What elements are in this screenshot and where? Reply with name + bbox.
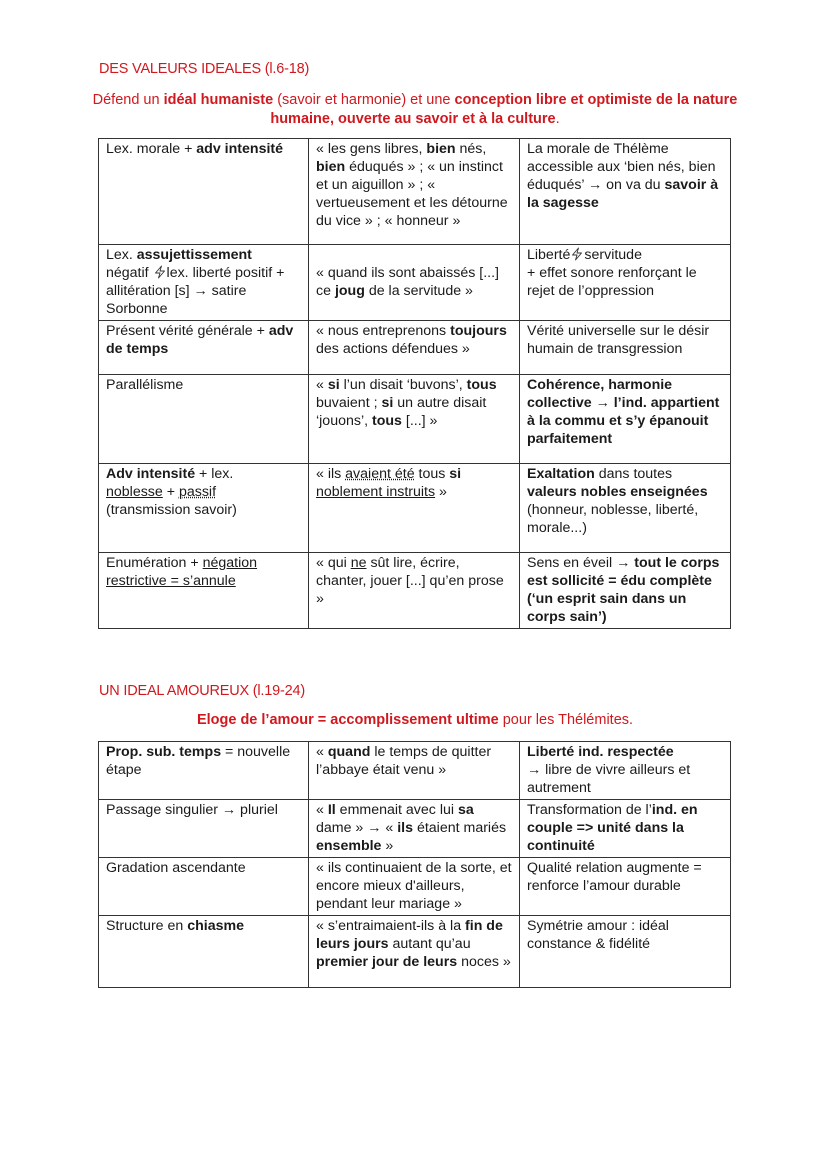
interpretation-cell bbox=[520, 464, 731, 553]
analysis-table-valeurs bbox=[98, 138, 731, 629]
cell-bold: assujettissement bbox=[136, 247, 252, 263]
analysis-table-amoureux bbox=[98, 741, 731, 988]
citation-cell bbox=[309, 553, 520, 629]
cell-dotted: avaient été bbox=[345, 466, 415, 482]
cell-text: Enumération + bbox=[106, 555, 203, 571]
citation-cell bbox=[309, 742, 520, 800]
cell-bold: Adv intensité bbox=[106, 466, 196, 482]
cell-bold: si bbox=[381, 395, 394, 411]
cell-text: nés, bbox=[455, 141, 487, 157]
cell-text: Transformation de l’ bbox=[527, 802, 652, 818]
citation-cell bbox=[309, 800, 520, 858]
cell-bold: Il bbox=[327, 802, 336, 818]
citation-cell bbox=[309, 916, 520, 988]
interpretation-cell bbox=[520, 553, 731, 629]
cell-text: autant qu’au bbox=[388, 936, 471, 952]
citation-cell bbox=[309, 139, 520, 245]
cell-bold: fin de leurs jours bbox=[316, 918, 503, 952]
cell-text: « ils bbox=[316, 466, 346, 482]
cell-text: Liberté bbox=[527, 247, 571, 263]
interpretation-cell bbox=[520, 800, 731, 858]
cell-bold: chiasme bbox=[187, 918, 245, 934]
cell-text: négatif bbox=[106, 265, 153, 281]
cell-text: buvaient ; bbox=[316, 395, 382, 411]
section-summary-amoureux bbox=[92, 711, 738, 730]
table-row bbox=[99, 321, 731, 375]
interpretation-cell bbox=[520, 139, 731, 245]
cell-text: Passage singulier → pluriel bbox=[106, 802, 278, 818]
section-title-valeurs: DES VALEURS IDEALES (l.6-18) bbox=[99, 61, 310, 77]
procede-cell bbox=[99, 245, 309, 321]
cell-text: Lex. morale + bbox=[106, 141, 197, 157]
procede-cell bbox=[99, 800, 309, 858]
cell-bold: si bbox=[327, 377, 340, 393]
cell-text: Structure en bbox=[106, 918, 188, 934]
cell-text: » bbox=[435, 484, 447, 500]
cell-text: « s’entraimaient-ils à la bbox=[316, 918, 466, 934]
summary-bold: idéal humaniste bbox=[163, 92, 274, 108]
table-row bbox=[99, 858, 731, 916]
cell-underlined: ne bbox=[350, 555, 367, 571]
table-row bbox=[99, 916, 731, 988]
cell-bold: tout le corps est sollicité = édu complète (‘un esprit sain dans un corps sain’) bbox=[527, 555, 720, 625]
citation-cell bbox=[309, 858, 520, 916]
cell-text: Parallélisme bbox=[106, 377, 184, 393]
cell-bold: adv de temps bbox=[106, 323, 294, 357]
citation-cell bbox=[309, 464, 520, 553]
cell-underlined: noblesse bbox=[106, 484, 163, 500]
cell-bold: savoir à la sagesse bbox=[527, 177, 719, 211]
table-row bbox=[99, 800, 731, 858]
cell-bold: adv intensité bbox=[196, 141, 284, 157]
cell-text: éduqués » ; « un instinct et un aiguillon » ; « vertueusement et les détourne du vice » ; « honneur » bbox=[316, 159, 508, 229]
cell-dotted: passif bbox=[178, 484, 217, 500]
interpretation-cell bbox=[520, 916, 731, 988]
cell-underlined: noblement instruits bbox=[316, 484, 436, 500]
procede-cell bbox=[99, 858, 309, 916]
cell-bold: premier jour de leurs bbox=[316, 954, 458, 970]
cell-text: « nous entreprenons bbox=[316, 323, 451, 339]
cell-text: tous bbox=[414, 466, 450, 482]
cell-underlined: négation bbox=[202, 555, 258, 571]
procede-cell bbox=[99, 464, 309, 553]
cell-text: un autre disait ‘jouons’, bbox=[316, 395, 487, 429]
table-row bbox=[99, 464, 731, 553]
procede-cell bbox=[99, 139, 309, 245]
cell-text: sût lire, écrire, chanter, jouer [...] qu’en prose » bbox=[316, 555, 504, 607]
cell-text: « quand ils sont abaissés [...] ce bbox=[316, 265, 499, 299]
summary-text: Défend un bbox=[92, 92, 164, 108]
cell-bold: ind. en couple => unité dans la continuité bbox=[527, 802, 698, 854]
cell-text: (transmission savoir) bbox=[106, 502, 237, 518]
procede-cell bbox=[99, 375, 309, 464]
cell-bold: quand bbox=[327, 744, 371, 760]
cell-text: La morale de Thélème accessible aux ‘bien nés, bien éduqués’ → on va du bbox=[527, 141, 716, 193]
cell-text: « bbox=[316, 377, 328, 393]
cell-bold: Exaltation bbox=[527, 466, 595, 482]
interpretation-cell bbox=[520, 742, 731, 800]
cell-bold: si bbox=[449, 466, 462, 482]
procede-cell bbox=[99, 321, 309, 375]
cell-text: des actions défendues » bbox=[316, 341, 470, 357]
procede-cell bbox=[99, 916, 309, 988]
cell-text: « bbox=[316, 744, 328, 760]
cell-text: Symétrie amour : idéal constance & fidélité bbox=[527, 918, 669, 952]
table-row bbox=[99, 139, 731, 245]
interpretation-cell bbox=[520, 245, 731, 321]
cell-text: Présent vérité générale + bbox=[106, 323, 269, 339]
cell-text: Vérité universelle sur le désir humain de transgression bbox=[527, 323, 710, 357]
cell-text: « qui bbox=[316, 555, 351, 571]
cell-text: + effet sonore renforçant le rejet de l’oppression bbox=[527, 265, 697, 299]
cell-text: étaient mariés bbox=[413, 820, 507, 836]
summary-text: . bbox=[555, 111, 560, 127]
cell-text: « les gens libres, bbox=[316, 141, 427, 157]
cell-text: « bbox=[316, 802, 328, 818]
cell-text: emmenait avec lui bbox=[335, 802, 458, 818]
cell-text: Gradation ascendante bbox=[106, 860, 246, 876]
summary-text: pour les Thélémites. bbox=[498, 712, 634, 728]
cell-text: noces » bbox=[457, 954, 511, 970]
cell-bold: ils bbox=[397, 820, 414, 836]
table-row bbox=[99, 245, 731, 321]
table-row bbox=[99, 742, 731, 800]
cell-bold: tous bbox=[372, 413, 402, 429]
cell-text: → libre de vivre ailleurs et autrement bbox=[527, 762, 691, 796]
cell-text: + bbox=[162, 484, 179, 500]
table-row bbox=[99, 553, 731, 629]
cell-bold: sa bbox=[457, 802, 474, 818]
cell-text: Lex. bbox=[106, 247, 137, 263]
cell-text: lex. liberté positif + allitération [s] → satire Sorbonne bbox=[106, 265, 285, 317]
cell-bold: bien bbox=[426, 141, 456, 157]
cell-bold: joug bbox=[334, 283, 365, 299]
citation-cell bbox=[309, 375, 520, 464]
section-summary-valeurs bbox=[92, 91, 738, 129]
summary-bold: conception libre et optimiste de la nature humaine, ouverte au savoir et à la culture bbox=[270, 92, 738, 127]
summary-text: (savoir et harmonie) et une bbox=[273, 92, 455, 108]
cell-text: (honneur, noblesse, liberté, morale...) bbox=[527, 502, 699, 536]
cell-text: = nouvelle étape bbox=[106, 744, 291, 778]
cell-bold: valeurs nobles enseignées bbox=[527, 484, 708, 500]
cell-bold: ensemble bbox=[316, 838, 382, 854]
cell-text: « ils continuaient de la sorte, et encore mieux d'ailleurs, pendant leur mariage » bbox=[316, 860, 512, 912]
procede-cell bbox=[99, 742, 309, 800]
procede-cell bbox=[99, 553, 309, 629]
cell-text: » bbox=[381, 838, 394, 854]
cell-bold: toujours bbox=[450, 323, 507, 339]
interpretation-cell bbox=[520, 321, 731, 375]
lightning-icon bbox=[153, 265, 167, 279]
cell-text: Sens en éveil → bbox=[527, 555, 635, 571]
cell-text: le temps de quitter l’abbaye était venu » bbox=[316, 744, 492, 778]
lightning-icon bbox=[570, 247, 584, 261]
cell-text: servitude bbox=[584, 247, 642, 263]
cell-text: l’un disait ‘buvons’, bbox=[339, 377, 467, 393]
cell-bold: Liberté ind. respectée bbox=[527, 744, 674, 760]
cell-text: [...] » bbox=[401, 413, 438, 429]
citation-cell bbox=[309, 321, 520, 375]
cell-text: dame » → « bbox=[316, 820, 398, 836]
cell-bold: Prop. sub. temps bbox=[106, 744, 222, 760]
interpretation-cell bbox=[520, 858, 731, 916]
cell-text: dans toutes bbox=[594, 466, 673, 482]
table-row bbox=[99, 375, 731, 464]
summary-bold: Eloge de l’amour = accomplissement ultime bbox=[196, 712, 499, 728]
cell-bold: Cohérence, harmonie collective → l’ind. appartient à la commu et s’y épanouit parfaitement bbox=[527, 377, 720, 447]
cell-text: de la servitude » bbox=[364, 283, 473, 299]
cell-bold: bien bbox=[316, 159, 346, 175]
section-title-amoureux: UN IDEAL AMOUREUX (l.19-24) bbox=[99, 683, 305, 699]
cell-bold: tous bbox=[466, 377, 497, 393]
cell-text: + lex. bbox=[195, 466, 234, 482]
interpretation-cell bbox=[520, 375, 731, 464]
cell-underlined: restrictive = s’annule bbox=[106, 573, 236, 589]
citation-cell bbox=[309, 245, 520, 321]
cell-text: Qualité relation augmente = renforce l’amour durable bbox=[527, 860, 702, 894]
